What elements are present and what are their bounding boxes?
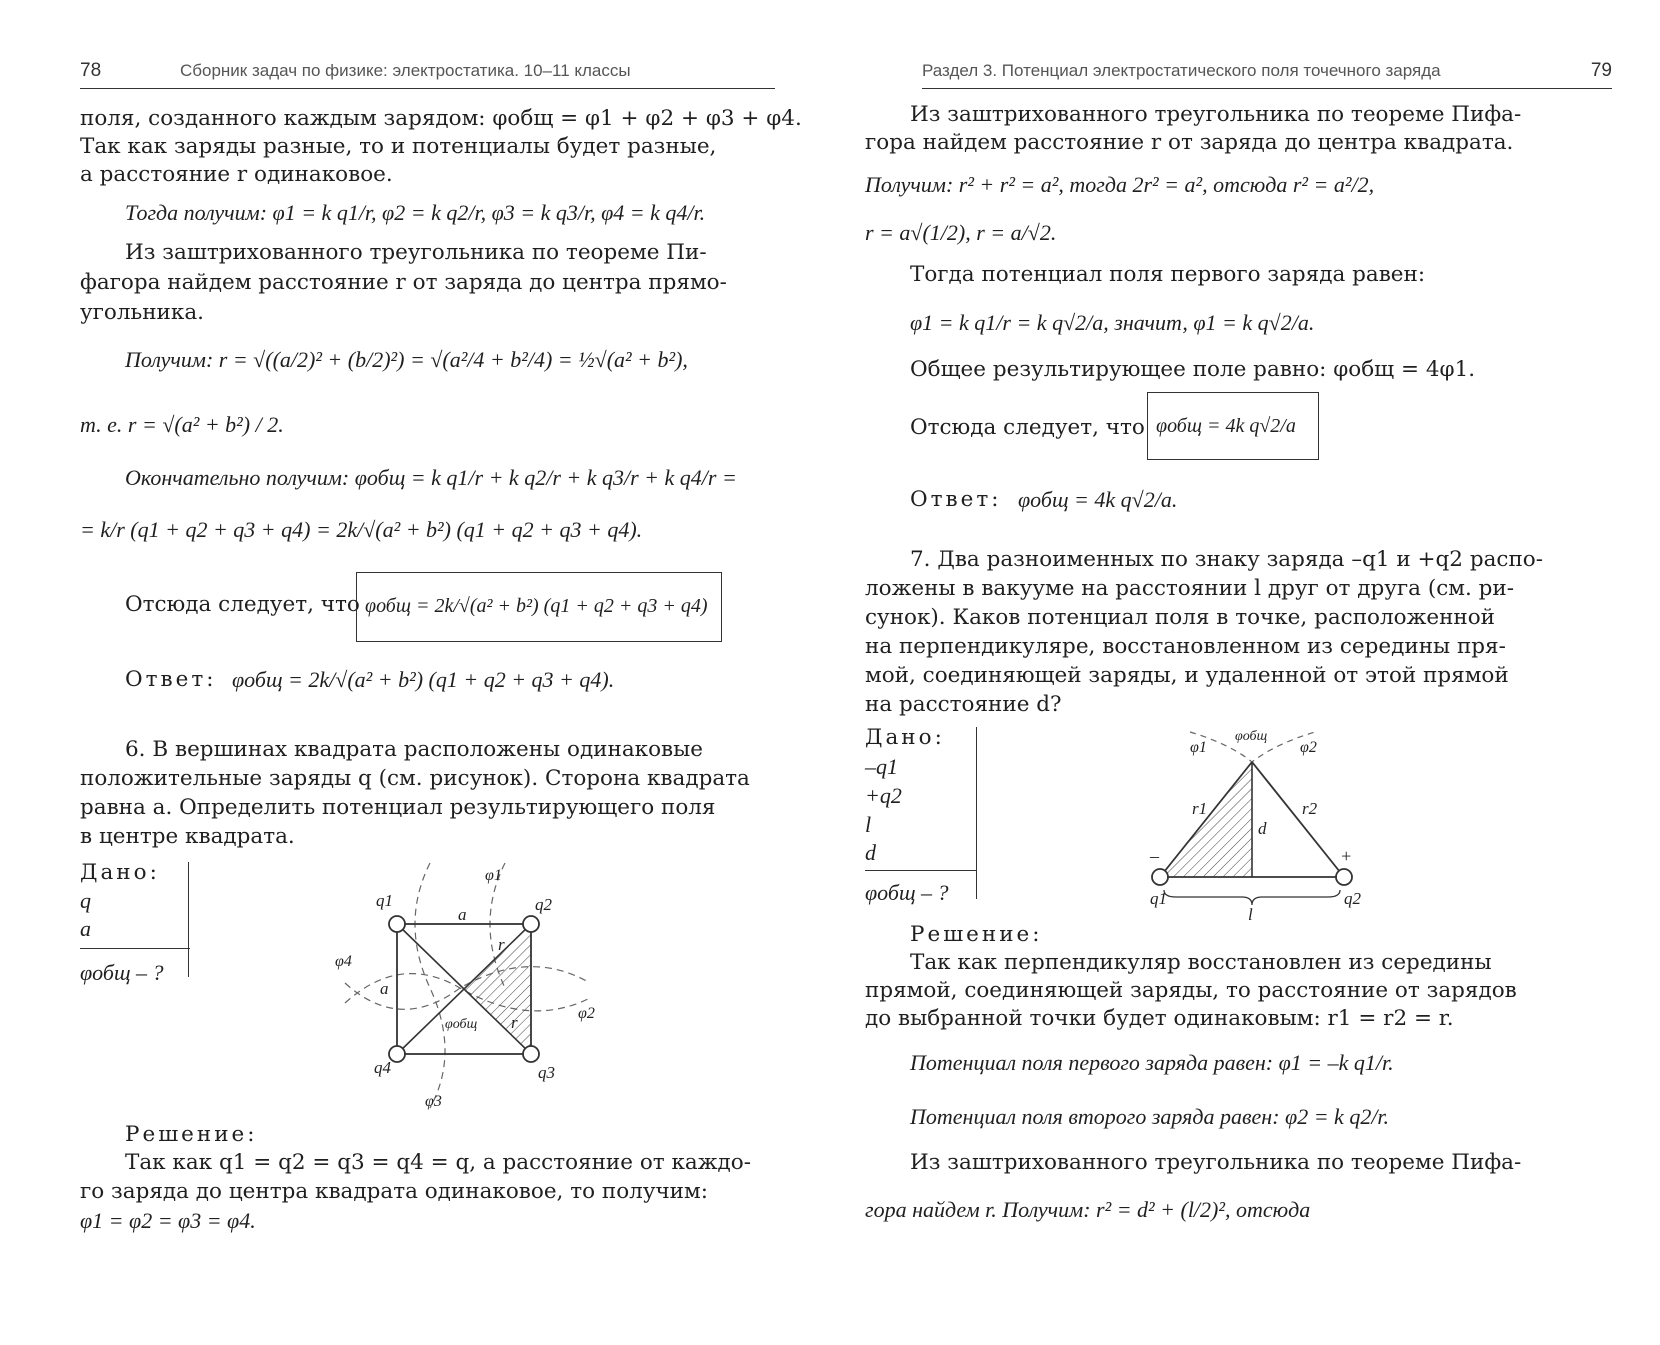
given-divider	[80, 948, 190, 949]
given-item: +q2	[865, 783, 902, 808]
label-side-a-top: a	[458, 905, 467, 924]
text-line: Отсюда следует, что	[125, 592, 360, 617]
label-phi2: φ2	[1300, 739, 1317, 756]
label-q1: q1	[376, 891, 393, 910]
text-line: Общее результирующее поле равно: φобщ = 4φ1.	[910, 357, 1476, 382]
left-page-header	[80, 58, 775, 89]
answer-label: Ответ:	[910, 487, 1002, 512]
given-title: Дано:	[80, 860, 160, 885]
formula: Окончательно получим: φобщ = k q1/r + k q2/r + k q3/r + k q4/r =	[125, 465, 737, 490]
formula: т. е. r = √(a² + b²) / 2.	[80, 412, 284, 437]
formula: Тогда получим: φ1 = k q1/r, φ2 = k q2/r, φ3 = k q3/r, φ4 = k q4/r.	[125, 200, 706, 225]
solution-label: Решение:	[125, 1122, 258, 1147]
text-line: Так как q1 = q2 = q3 = q4 = q, а расстояние от каждо-	[125, 1150, 751, 1175]
label-side-a-left: a	[380, 979, 389, 998]
label-plus: +	[1340, 846, 1353, 866]
given-vertical-line	[976, 727, 977, 899]
text-line: Из заштрихованного треугольника по теореме Пи-	[125, 240, 707, 265]
solution-label: Решение:	[910, 922, 1043, 947]
text-line: положительные заряды q (см. рисунок). Сторона квадрата	[80, 766, 750, 791]
label-q4: q4	[374, 1058, 391, 1077]
formula: Получим: r² + r² = a², тогда 2r² = a², отсюда r² = a²/2,	[865, 172, 1375, 197]
label-phi-total: φобщ	[1235, 729, 1268, 744]
text-line: на перпендикуляре, восстановленном из середины пря-	[865, 634, 1506, 659]
text-line: сунок). Каков потенциал поля в точке, расположенной	[865, 605, 1496, 630]
find-item: φобщ – ?	[80, 960, 164, 985]
text-line: Из заштрихованного треугольника по теореме Пифа-	[910, 102, 1522, 127]
formula: Потенциал поля второго заряда равен: φ2 = k q2/r.	[910, 1104, 1390, 1129]
formula: φобщ = 2k/√(a² + b²) (q1 + q2 + q3 + q4).	[232, 667, 615, 692]
text-line: фагора найдем расстояние r от заряда до центра прямо-	[80, 270, 727, 295]
formula: φ1 = k q1/r = k q√2/a, значит, φ1 = k q√2/a.	[910, 310, 1315, 335]
answer-label: Ответ:	[125, 667, 217, 692]
two-charges-figure	[1130, 722, 1410, 922]
text-line: Отсюда следует, что	[910, 415, 1145, 440]
given-divider	[865, 870, 977, 871]
text-line: угольника.	[80, 300, 204, 325]
problem-6: 6. В вершинах квадрата расположены одинаковые	[125, 737, 703, 762]
page-number: 79	[1590, 60, 1612, 81]
label-phi1: φ1	[485, 867, 502, 884]
given-title: Дано:	[865, 725, 945, 750]
text-line: а расстояние r одинаковое.	[80, 162, 393, 187]
formula: φ1 = φ2 = φ3 = φ4.	[80, 1208, 256, 1233]
text-line: мой, соединяющей заряды, и удаленной от этой прямой	[865, 663, 1509, 688]
label-r1: r1	[1192, 799, 1208, 818]
given-item: q	[80, 888, 91, 913]
boxed-formula: φобщ = 2k/√(a² + b²) (q1 + q2 + q3 + q4)	[365, 595, 708, 617]
label-phi4: φ4	[335, 953, 352, 970]
label-d: d	[1258, 819, 1267, 838]
formula: = k/r (q1 + q2 + q3 + q4) = 2k/√(a² + b²) (q1 + q2 + q3 + q4).	[80, 517, 643, 542]
text-line: Так как перпендикуляр восстановлен из середины	[910, 950, 1492, 975]
text-line: ложены в вакууме на расстоянии l друг от друга (см. ри-	[865, 576, 1515, 601]
given-item: –q1	[865, 754, 898, 779]
text-line: равна a. Определить потенциал результирующего поля	[80, 795, 716, 820]
page-number: 78	[80, 60, 102, 81]
answer-box	[356, 572, 722, 642]
find-item: φобщ – ?	[865, 880, 949, 905]
given-item: l	[865, 812, 872, 837]
label-r-top: r	[498, 935, 505, 954]
formula: гора найдем r. Получим: r² = d² + (l/2)², отсюда	[865, 1197, 1311, 1222]
label-phi2: φ2	[578, 1005, 595, 1022]
label-minus: –	[1150, 846, 1159, 866]
text-line: Из заштрихованного треугольника по теореме Пифа-	[910, 1150, 1522, 1175]
text-line: Тогда потенциал поля первого заряда равен:	[910, 262, 1426, 287]
running-title: Сборник задач по физике: электростатика. 10–11 классы	[180, 61, 631, 80]
formula: Потенциал поля первого заряда равен: φ1 = –k q1/r.	[910, 1050, 1394, 1075]
answer-box	[1147, 392, 1319, 460]
text-line: до выбранной точки будет одинаковым: r1 = r2 = r.	[865, 1006, 1454, 1031]
text-line: прямой, соединяющей заряды, то расстояние от зарядов	[865, 978, 1517, 1003]
label-phi-total: φобщ	[445, 1017, 478, 1032]
given-vertical-line	[188, 862, 189, 977]
label-r2: r2	[1302, 799, 1318, 818]
label-q3: q3	[538, 1063, 555, 1082]
text-line: на расстояние d?	[865, 692, 1062, 717]
text-line: Так как заряды разные, то и потенциалы будет разные,	[80, 134, 717, 159]
text-line: го заряда до центра квадрата одинаковое, то получим:	[80, 1179, 708, 1204]
given-item: a	[80, 916, 91, 941]
formula: r = a√(1/2), r = a/√2.	[865, 220, 1057, 245]
label-r-bottom: r	[511, 1013, 518, 1032]
text-line: гора найдем расстояние r от заряда до центра квадрата.	[865, 130, 1514, 155]
right-page	[830, 0, 1660, 1345]
label-l: l	[1248, 905, 1253, 922]
label-q2: q2	[1344, 889, 1361, 908]
boxed-formula: φобщ = 4k q√2/a	[1156, 415, 1296, 437]
right-page-header	[922, 58, 1612, 89]
text-line: в центре квадрата.	[80, 824, 295, 849]
formula: φобщ = 4k q√2/a.	[1018, 487, 1178, 512]
label-q1: q1	[1150, 889, 1167, 908]
problem-7: 7. Два разноименных по знаку заряда –q1 и +q2 распо-	[910, 547, 1543, 572]
label-phi3: φ3	[425, 1093, 442, 1110]
text-line: поля, созданного каждым зарядом: φобщ = φ1 + φ2 + φ3 + φ4.	[80, 106, 802, 131]
given-item: d	[865, 840, 876, 865]
formula: Получим: r = √((a/2)² + (b/2)²) = √(a²/4 + b²/4) = ½√(a² + b²),	[125, 347, 688, 372]
running-title: Раздел 3. Потенциал электростатического поля точечного заряда	[922, 61, 1441, 80]
square-charges-figure	[330, 858, 615, 1118]
label-phi1: φ1	[1190, 739, 1207, 756]
label-q2: q2	[535, 895, 552, 914]
